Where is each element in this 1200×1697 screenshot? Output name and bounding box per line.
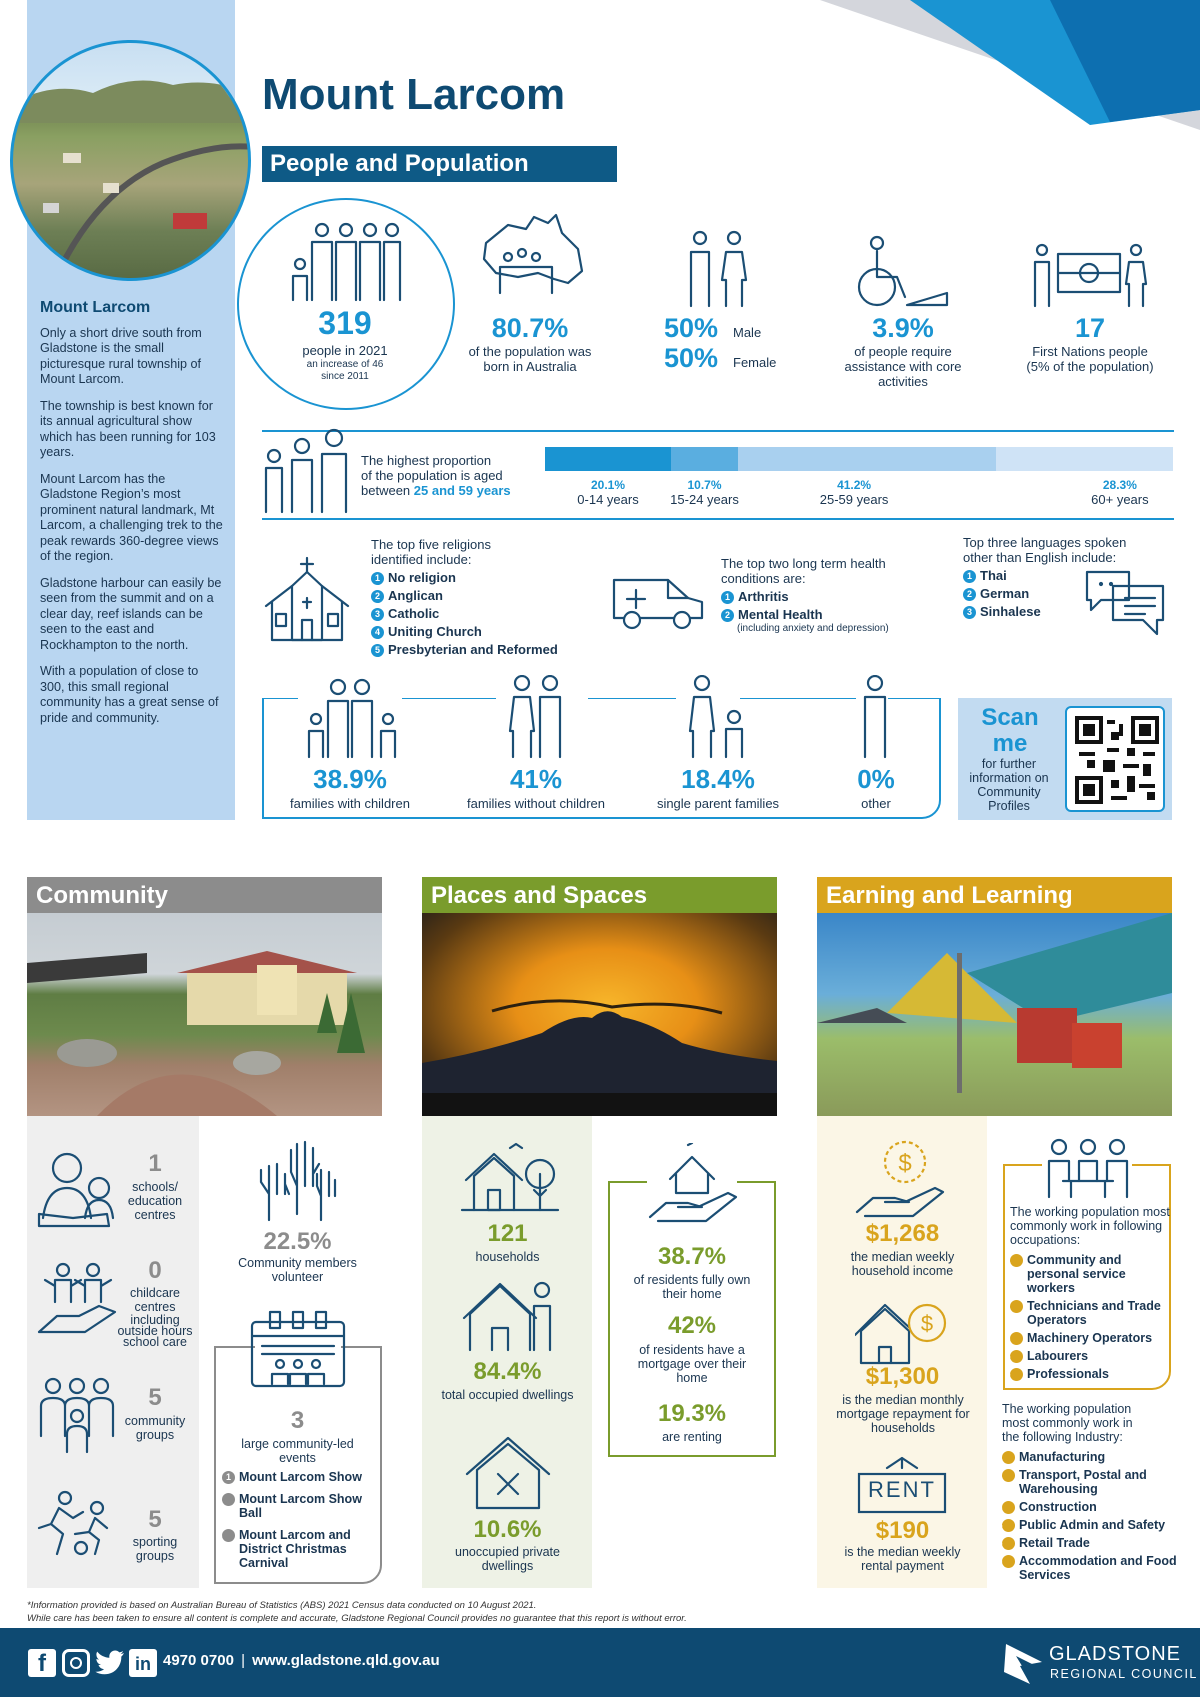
- community-groups-label: community groups: [124, 1414, 186, 1442]
- svg-text:$: $: [920, 1311, 934, 1336]
- list-item: 3 Construction: [997, 1500, 1097, 1514]
- couple-icon: [508, 675, 564, 759]
- sidebar-paragraph: With a population of close to 300, this small regional community has a great sense of pride and community.: [40, 664, 219, 725]
- age-intro-text: between: [361, 483, 414, 498]
- list-item: 3 Sinhalese: [963, 603, 1138, 621]
- list-item: 5 Professionals: [1005, 1367, 1109, 1381]
- speech-bubbles-icon: [1083, 568, 1171, 640]
- age-value: 28.3%: [1102, 478, 1137, 492]
- age-bar-segment: [671, 447, 738, 471]
- religion-list: [371, 537, 558, 659]
- age-label: 0-14 years: [577, 492, 639, 507]
- divider: [262, 518, 1174, 520]
- health-intro: The top two long term health conditions are:: [721, 556, 886, 586]
- mortgage-share-value: 42%: [667, 1312, 717, 1339]
- family-stat-value: 38.9%: [313, 764, 387, 794]
- occupations-list: [1005, 1205, 1170, 1381]
- income-label: the median weekly household income: [850, 1250, 955, 1278]
- section-heading-places: Places and Spaces: [422, 877, 777, 913]
- family-stat-label: other: [861, 796, 891, 811]
- childcare-label: childcare centres: [129, 1286, 181, 1314]
- house-hand-icon: [648, 1143, 738, 1223]
- list-item: 2 German: [963, 585, 1138, 603]
- age-intro-line: The highest proportion: [361, 453, 492, 468]
- town-aerial-photo: [10, 40, 251, 281]
- list-item: 1 Arthritis: [721, 588, 901, 606]
- separator: |: [241, 1652, 245, 1669]
- female-label: Female: [733, 355, 777, 370]
- footnote-line: While care has been taken to ensure all content is complete and accurate, Gladstone Regional Council provides no guarantee that this report is without error.: [27, 1613, 687, 1624]
- list-item: 2 Technicians and Trade Operators: [1005, 1299, 1161, 1327]
- population-count: 319: [318, 305, 372, 341]
- volunteer-label: Community members volunteer: [238, 1256, 357, 1284]
- house-person-icon: [462, 1276, 556, 1352]
- male-label: Male: [733, 325, 762, 340]
- list-item: 4 Uniting Church: [371, 623, 558, 641]
- schools-value: 1: [148, 1150, 162, 1177]
- linkedin-icon[interactable]: in: [129, 1649, 157, 1677]
- sidebar-heading: Mount Larcom: [40, 299, 151, 316]
- list-item: 3 Mount Larcom and District Christmas Carnival: [217, 1528, 351, 1570]
- population-label: people in 2021: [302, 343, 388, 358]
- sidebar-paragraph: Mount Larcom has the Gladstone Region’s most prominent natural landmark, Mt Larcom, a challenging trek to the peak rewards 360-degree views of the region.: [40, 471, 223, 563]
- school-icon: [37, 1148, 117, 1228]
- list-item: 5 Retail Trade: [997, 1536, 1090, 1550]
- sidebar-paragraph: The township is best known for its annual agricultural show which has been running for 103 years.: [40, 398, 216, 459]
- coin-hand-icon: [855, 1138, 947, 1218]
- mortgage-repayment-label: is the median monthly mortgage repayment for households: [836, 1393, 970, 1435]
- council-name-sub: REGIONAL COUNCIL: [1050, 1667, 1198, 1681]
- family-icon: [288, 222, 404, 302]
- rent-sign-text: RENT: [868, 1477, 936, 1502]
- renting-label: are renting: [662, 1430, 722, 1444]
- assistance-value: 3.9%: [872, 313, 934, 343]
- born-australia-label: of the population was born in Australia: [468, 344, 592, 374]
- list-item: 2 Mental Health: [721, 606, 901, 624]
- list-item: 1 Thai: [963, 567, 1138, 585]
- industry-list: [997, 1402, 1177, 1582]
- age-intro-line: of the population is aged: [361, 468, 503, 483]
- age-intro-line: [361, 483, 511, 498]
- family-stat-value: 0%: [857, 764, 895, 794]
- list-item: 5 Presbyterian and Reformed: [371, 641, 558, 659]
- contact-line: [163, 1652, 440, 1669]
- childcare-value: 0: [148, 1257, 162, 1284]
- svg-text:$: $: [898, 1150, 912, 1177]
- family-stat-value: 41%: [509, 764, 563, 794]
- health-list: [721, 556, 901, 634]
- occupied-value: 84.4%: [473, 1358, 542, 1385]
- schools-label: schools/ education centres: [127, 1180, 183, 1222]
- divider: [262, 430, 1174, 432]
- list-item: 3 Machinery Operators: [1005, 1331, 1153, 1345]
- footnote-line: *Information provided is based on Australian Bureau of Statistics (ABS) 2021 Census data conducted on 10 August 2021.: [27, 1600, 537, 1611]
- childcare-icon: [37, 1262, 117, 1338]
- page-title: Mount Larcom: [262, 70, 566, 119]
- community-groups-icon: [37, 1376, 117, 1454]
- scan-title: Scan me: [981, 704, 1039, 757]
- rent-value: $190: [875, 1517, 930, 1544]
- born-australia-value: 80.7%: [491, 313, 569, 343]
- first-nations-flag-icon: [1030, 242, 1148, 308]
- first-nations-label: First Nations people: [1032, 344, 1148, 359]
- health-note: (including anxiety and depression): [737, 623, 889, 634]
- meeting-icon: [1043, 1137, 1133, 1199]
- childcare-sub: including outside hours school care: [117, 1313, 193, 1349]
- calendar-icon: [250, 1310, 346, 1388]
- facebook-icon[interactable]: f: [28, 1649, 56, 1677]
- list-item: 3 Catholic: [371, 605, 558, 623]
- age-label: 60+ years: [1091, 492, 1149, 507]
- council-logo-icon: [1002, 1642, 1044, 1686]
- house-tree-icon: [460, 1140, 560, 1212]
- family-with-children-icon: [304, 675, 400, 759]
- australia-map-icon: [478, 213, 586, 295]
- ambulance-icon: [612, 570, 704, 632]
- empty-house-icon: [465, 1436, 551, 1510]
- qr-code[interactable]: [1065, 706, 1165, 812]
- age-intro: [361, 453, 511, 498]
- list-item: 1 Mount Larcom Show: [222, 1470, 372, 1484]
- section-heading-earning: Earning and Learning: [817, 877, 1172, 913]
- community-hall-photo: [27, 913, 382, 1116]
- rent-label: is the median weekly rental payment: [844, 1545, 961, 1573]
- population-sub: an increase of 46 since 2011: [306, 359, 384, 382]
- raised-hands-icon: [255, 1140, 339, 1222]
- section-heading-people: People and Population: [262, 146, 617, 182]
- sporting-value: 5: [148, 1506, 162, 1533]
- sidebar-text: [40, 300, 225, 737]
- languages-intro: Top three languages spoken other than English include:: [963, 535, 1127, 565]
- own-value: 38.7%: [657, 1243, 727, 1270]
- female-value: 50%: [664, 343, 719, 373]
- occupied-label: total occupied dwellings: [441, 1388, 574, 1402]
- council-name: GLADSTONE: [1049, 1643, 1181, 1665]
- unoccupied-label: unoccupied private dwellings: [455, 1545, 560, 1573]
- age-intro-highlight: 25 and 59 years: [413, 483, 511, 498]
- events-value: 3: [290, 1407, 305, 1434]
- income-value: $1,268: [865, 1220, 940, 1247]
- age-label: 15-24 years: [670, 492, 739, 507]
- events-label: large community-led events: [241, 1437, 354, 1465]
- sporting-label: sporting groups: [132, 1535, 178, 1563]
- family-stat-label: families without children: [466, 796, 605, 811]
- church-icon: [262, 556, 352, 642]
- people-ages-icon: [262, 428, 352, 514]
- footnote: [27, 1599, 687, 1625]
- list-item: 2 Mount Larcom Show Ball: [217, 1492, 362, 1520]
- family-stat-value: 18.4%: [681, 764, 755, 794]
- industry-intro: The working population most commonly work in the following Industry:: [1002, 1402, 1133, 1444]
- phone-number[interactable]: 4970 0700: [163, 1652, 234, 1669]
- list-item: 1 Community and personal service workers: [1005, 1253, 1126, 1295]
- mortgage-share-label: of residents have a mortgage over their home: [637, 1343, 747, 1385]
- own-label: of residents fully own their home: [633, 1273, 751, 1301]
- age-value: 20.1%: [590, 478, 626, 492]
- renting-value: 19.3%: [657, 1400, 727, 1427]
- occupations-intro: The working population most commonly work in following occupations:: [1010, 1205, 1170, 1247]
- website-link[interactable]: www.gladstone.qld.gov.au: [252, 1652, 440, 1669]
- age-value: 10.7%: [687, 478, 722, 492]
- list-item: 1 Manufacturing: [997, 1450, 1106, 1464]
- sidebar-paragraph: Gladstone harbour can easily be seen from the summit and on a clear day, reef islands can be seen to the east and Rockhampton to the north.: [40, 575, 222, 652]
- family-stat-label: single parent families: [656, 796, 780, 811]
- wheelchair-icon: [855, 235, 951, 309]
- family-stat-label: families with children: [290, 796, 410, 811]
- sunset-mountain-photo: [422, 913, 777, 1116]
- assistance-label: of people require assistance with core activities: [844, 344, 962, 389]
- households-label: households: [475, 1250, 540, 1264]
- list-item: 4 Labourers: [1005, 1349, 1089, 1363]
- corner-decoration: [820, 0, 1200, 130]
- list-item: 6 Accommodation and Food Services: [997, 1554, 1177, 1582]
- age-bar-segment: [996, 447, 1173, 471]
- list-item: 4 Public Admin and Safety: [997, 1518, 1166, 1532]
- age-bar-segment: [738, 447, 996, 471]
- mortgage-repayment-value: $1,300: [865, 1363, 940, 1390]
- scan-text: for further information on Community Profiles: [969, 757, 1049, 813]
- instagram-icon[interactable]: [62, 1649, 90, 1677]
- list-item: 2 Transport, Postal and Warehousing: [997, 1468, 1147, 1496]
- house-dollar-icon: [855, 1295, 951, 1365]
- unoccupied-value: 10.6%: [473, 1516, 542, 1543]
- volunteer-value: 22.5%: [263, 1228, 332, 1255]
- playground-photo: [817, 913, 1172, 1116]
- list-item: 1 No religion: [371, 569, 558, 587]
- age-label: 25-59 years: [819, 492, 889, 507]
- age-value: 41.2%: [837, 478, 872, 492]
- person-icon: [860, 675, 890, 759]
- age-bar-segment: [545, 447, 671, 471]
- male-value: 50%: [664, 313, 719, 343]
- sporting-icon: [37, 1490, 117, 1556]
- events-list: [217, 1470, 372, 1570]
- community-groups-value: 5: [148, 1384, 162, 1411]
- sidebar-paragraph: Only a short drive south from Gladstone is the small picturesque rural township of Mount Larcom.: [40, 325, 202, 386]
- section-heading-community: Community: [27, 877, 382, 913]
- households-value: 121: [487, 1220, 528, 1247]
- single-parent-icon: [688, 675, 748, 759]
- footer: [0, 1628, 1200, 1697]
- religion-intro: The top five religions identified include:: [371, 537, 491, 567]
- list-item: 2 Anglican: [371, 587, 558, 605]
- first-nations-value: 17: [1074, 313, 1106, 343]
- male-female-icon: [686, 230, 750, 308]
- twitter-icon[interactable]: [95, 1650, 125, 1676]
- first-nations-sub: (5% of the population): [1026, 359, 1154, 374]
